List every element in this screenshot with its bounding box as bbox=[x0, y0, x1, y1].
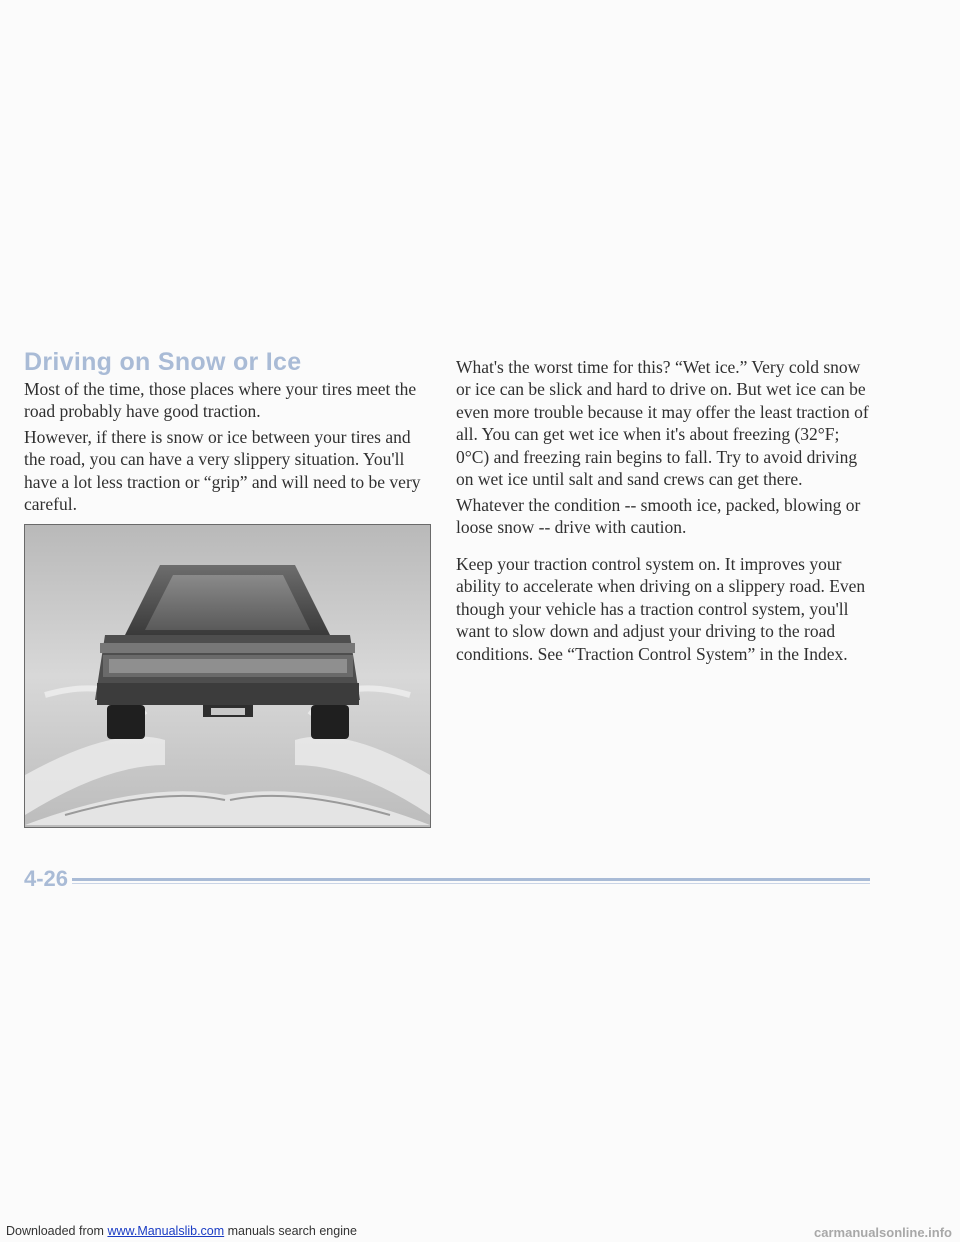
section-heading: Driving on Snow or Ice bbox=[24, 348, 302, 376]
right-paragraph-3: Keep your traction control system on. It improves your ability to accelerate when driving on a slippery road. Even though your vehicle has a traction control system, you'll want to slow down and adjust your driving to the road conditions. See “Traction Control System” in the Index. bbox=[456, 554, 866, 664]
download-prefix: Downloaded from bbox=[6, 1224, 108, 1238]
right-paragraph-2: Whatever the condition -- smooth ice, packed, blowing or loose snow -- drive with caution. bbox=[456, 495, 861, 538]
footer-rule-thin bbox=[72, 883, 870, 884]
footer-rule bbox=[72, 878, 870, 881]
left-paragraph-2: However, if there is snow or ice between your tires and the road, you can have a very slippery situation. You'll have a lot less traction or “grip” and will need to be very careful. bbox=[24, 427, 421, 515]
right-paragraph-1: What's the worst time for this? “Wet ice.” Very cold snow or ice can be slick and hard to drive on. But wet ice can be even more trouble because it may offer the least traction of all. You can get wet ice when it's about freezing (32°F; 0°C) and freezing rain begins to fall. Try to avoid driving on wet ice until salt and sand crews can get there. bbox=[456, 357, 869, 490]
left-paragraph-1: Most of the time, those places where your tires meet the road probably have good traction. bbox=[24, 379, 417, 422]
page-number: 4-26 bbox=[24, 866, 69, 891]
watermark: carmanualsonline.info bbox=[814, 1225, 952, 1240]
manualslib-link[interactable]: www.Manualslib.com bbox=[107, 1224, 225, 1238]
download-suffix: manuals search engine bbox=[224, 1224, 357, 1238]
car-on-snow-illustration bbox=[24, 524, 431, 828]
